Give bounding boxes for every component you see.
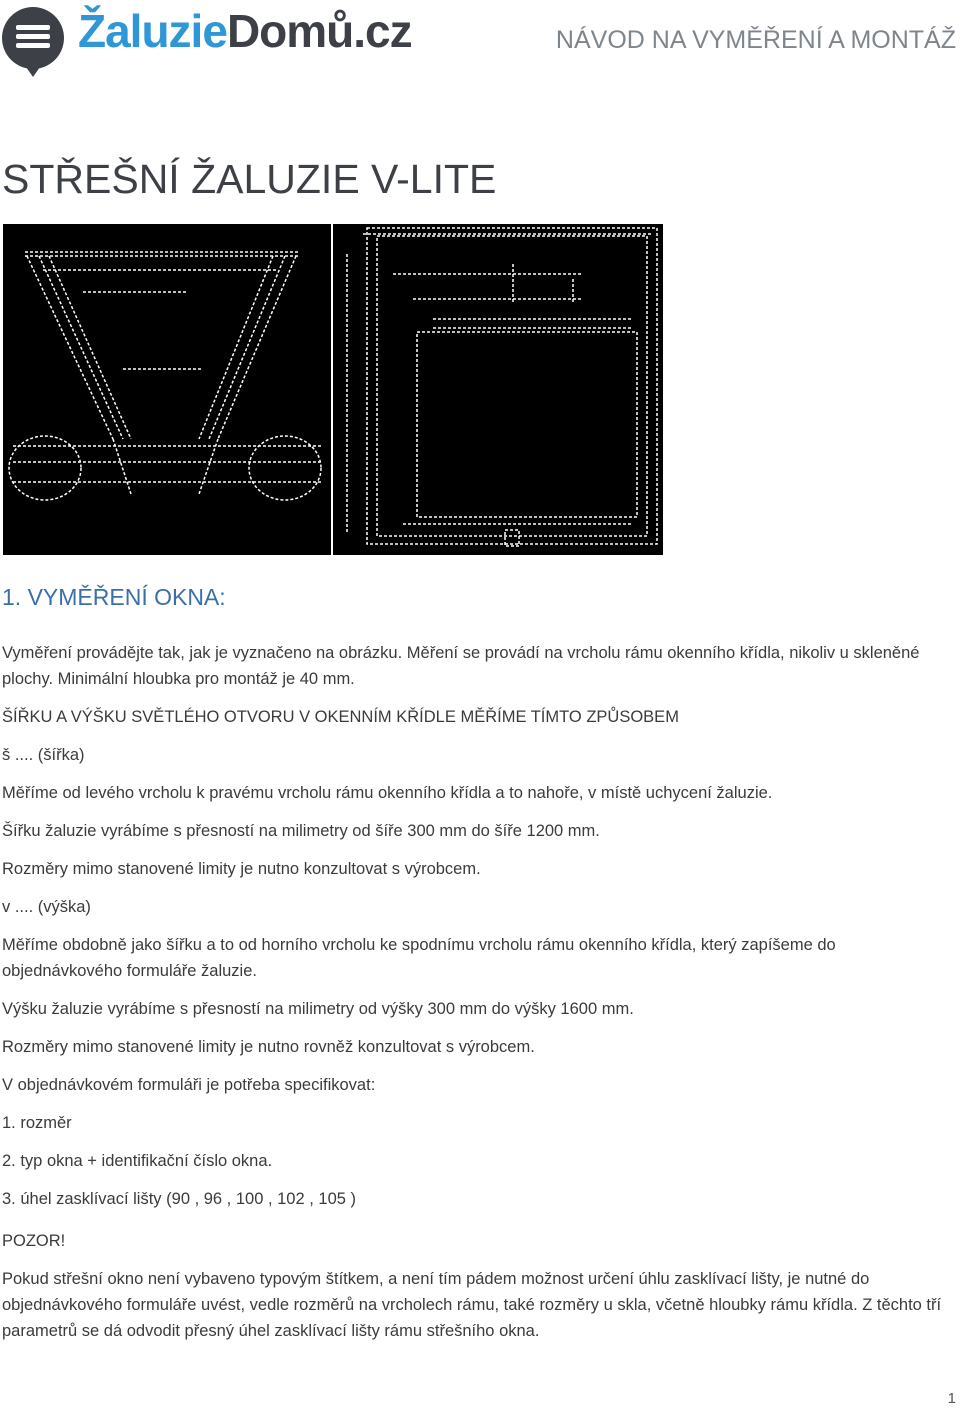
- list-item: 3. úhel zasklívací lišty (90 , 96 , 100 , 102 , 105 ): [2, 1190, 357, 1208]
- paragraph: Měříme obdobně jako šířku a to od horního vrcholu ke spodnímu vrcholu rámu okenního křídla, který zapíšeme do objednávkového formuláře žaluzie.: [2, 936, 836, 980]
- paragraph: ŠÍŘKU A VÝŠKU SVĚTLÉHO OTVORU V OKENNÍM KŘÍDLE MĚŘÍME TÍMTO ZPŮSOBEM: [2, 708, 679, 726]
- instructions-text: [2, 640, 952, 1356]
- warning-label: POZOR!: [2, 1232, 66, 1250]
- blinds-logo-icon: [2, 7, 64, 69]
- paragraph: Rozměry mimo stanovené limity je nutno rovněž konzultovat s výrobcem.: [2, 1038, 535, 1056]
- section-heading-measurement: 1. VYMĚŘENÍ OKNA:: [2, 584, 226, 610]
- paragraph: Výšku žaluzie vyrábíme s přesností na milimetry od výšky 300 mm do výšky 1600 mm.: [2, 1000, 634, 1018]
- paragraph: v .... (výška): [2, 898, 91, 916]
- paragraph: Šířku žaluzie vyrábíme s přesností na milimetry od šíře 300 mm do šíře 1200 mm.: [2, 822, 600, 840]
- list-item: 2. typ okna + identifikační číslo okna.: [2, 1152, 273, 1170]
- paragraph: Pokud střešní okno není vybaveno typovým štítkem, a není tím pádem možnost určení úhlu zasklívací lišty, je nutné do objednávkového formuláře uvést, vedle rozměrů na vrcholech rámu, také rozměry u skla, včetně hloubky rámu křídla. Z těchto tří parametrů se dá odvodit přesný úhel zasklívací lišty rámu střešního okna.: [2, 1270, 942, 1340]
- list-item: 1. rozměr: [2, 1114, 72, 1132]
- header-doc-title: NÁVOD NA VYMĚŘENÍ A MONTÁŽ: [555, 26, 956, 54]
- logo-text: [78, 5, 412, 57]
- page-header: [0, 0, 960, 80]
- paragraph: Rozměry mimo stanovené limity je nutno konzultovat s výrobcem.: [2, 860, 481, 878]
- page-number: 1: [947, 1390, 956, 1407]
- paragraph: V objednávkovém formuláři je potřeba specifikovat:: [2, 1076, 376, 1094]
- measurement-figures: [3, 224, 663, 555]
- logo[interactable]: [2, 0, 412, 72]
- figure-side-section: [3, 224, 331, 555]
- paragraph: Vyměření provádějte tak, jak je vyznačeno na obrázku. Měření se provádí na vrcholu rámu okenního křídla, nikoliv u skleněné plochy. Minimální hloubka pro montáž je 40 mm.: [2, 644, 920, 688]
- logo-text-part1: Žaluzie: [78, 5, 227, 57]
- figure-front-view: [333, 224, 663, 555]
- logo-text-part2: Domů.cz: [226, 5, 412, 57]
- page-title: STŘEŠNÍ ŽALUZIE V-LITE: [2, 156, 497, 202]
- paragraph: Měříme od levého vrcholu k pravému vrcholu rámu okenního křídla a to nahoře, v místě uchycení žaluzie.: [2, 784, 773, 802]
- paragraph: š .... (šířka): [2, 746, 85, 764]
